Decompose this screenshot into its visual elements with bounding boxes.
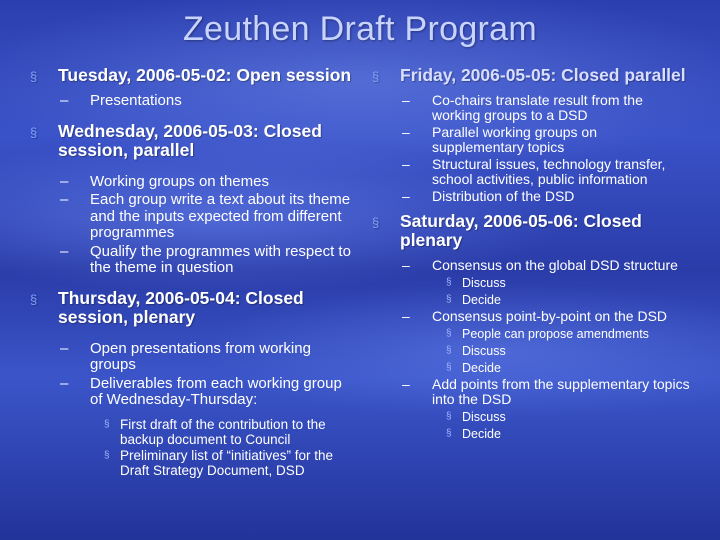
square-bullet-icon: § bbox=[104, 449, 110, 461]
sub-list-item: § Discuss bbox=[446, 344, 506, 358]
sub-list-item: § Decide bbox=[446, 361, 501, 375]
dash-bullet-icon: – bbox=[402, 124, 410, 140]
list-item: – Distribution of the DSD bbox=[402, 188, 575, 204]
dash-bullet-icon: – bbox=[60, 191, 69, 208]
dash-bullet-icon: – bbox=[402, 188, 410, 204]
square-bullet-icon: § bbox=[446, 294, 452, 305]
dash-bullet-icon: – bbox=[60, 92, 69, 109]
day-heading-friday: § Friday, 2006-05-05: Closed parallel bbox=[372, 65, 686, 85]
list-item: – Parallel working groups on supplementary topics bbox=[402, 124, 597, 155]
list-item: – Add points from the supplementary topics into the DSD bbox=[402, 376, 690, 407]
dash-bullet-icon: – bbox=[402, 92, 410, 108]
list-item: – Open presentations from working groups bbox=[60, 339, 311, 373]
list-item: – Consensus on the global DSD structure bbox=[402, 257, 678, 273]
sub-list-item: § Discuss bbox=[446, 410, 506, 424]
square-bullet-icon: § bbox=[446, 411, 452, 422]
square-bullet-icon: § bbox=[372, 69, 380, 84]
list-item: – Each group write a text about its theme and the inputs expected from different programmes bbox=[60, 191, 351, 241]
sub-list-item: § Preliminary list of “initiatives” for the Draft Strategy Document, DSD bbox=[104, 447, 334, 478]
sub-list-item: § People can propose amendments bbox=[446, 327, 649, 341]
dash-bullet-icon: – bbox=[402, 156, 410, 172]
square-bullet-icon: § bbox=[30, 69, 38, 84]
dash-bullet-icon: – bbox=[402, 308, 410, 324]
dash-bullet-icon: – bbox=[60, 242, 69, 260]
dash-bullet-icon: – bbox=[402, 376, 410, 392]
sub-list-item: § Decide bbox=[446, 427, 501, 441]
square-bullet-icon: § bbox=[446, 345, 452, 356]
square-bullet-icon: § bbox=[104, 418, 110, 430]
left-column bbox=[30, 66, 355, 479]
slide-title: Zeuthen Draft Program bbox=[182, 10, 537, 48]
day-heading-saturday: § Saturday, 2006-05-06: Closed plenary bbox=[372, 211, 642, 250]
list-item: – Co-chairs translate result from the working groups to a DSD bbox=[402, 92, 643, 123]
sub-list-item: § Decide bbox=[446, 293, 501, 307]
dash-bullet-icon: – bbox=[402, 257, 410, 273]
sub-list-item: § Discuss bbox=[446, 276, 506, 290]
sub-list-item: § First draft of the contribution to the backup document to Council bbox=[104, 416, 326, 447]
square-bullet-icon: § bbox=[446, 428, 452, 439]
dash-bullet-icon: – bbox=[60, 374, 69, 392]
list-item: – Presentations bbox=[60, 92, 182, 109]
day-heading-tuesday: § Tuesday, 2006-05-02: Open session bbox=[30, 65, 352, 85]
day-heading-wednesday: § Wednesday, 2006-05-03: Closed session, parallel bbox=[30, 120, 322, 160]
list-item: – Working groups on themes bbox=[60, 172, 269, 190]
square-bullet-icon: § bbox=[446, 277, 452, 288]
square-bullet-icon: § bbox=[446, 362, 452, 373]
list-item: – Deliverables from each working group of Wednesday-Thursday: bbox=[60, 374, 342, 408]
list-item: – Qualify the programmes with respect to the theme in question bbox=[60, 242, 351, 276]
day-heading-thursday: § Thursday, 2006-05-04: Closed session, plenary bbox=[30, 287, 304, 327]
list-item: – Structural issues, technology transfer, school activities, public information bbox=[402, 156, 666, 187]
square-bullet-icon: § bbox=[372, 215, 380, 230]
square-bullet-icon: § bbox=[446, 328, 452, 339]
right-column bbox=[372, 66, 690, 443]
dash-bullet-icon: – bbox=[60, 172, 69, 190]
list-item: – Consensus point-by-point on the DSD bbox=[402, 308, 668, 324]
square-bullet-icon: § bbox=[30, 291, 38, 307]
dash-bullet-icon: – bbox=[60, 339, 69, 357]
square-bullet-icon: § bbox=[30, 124, 38, 140]
